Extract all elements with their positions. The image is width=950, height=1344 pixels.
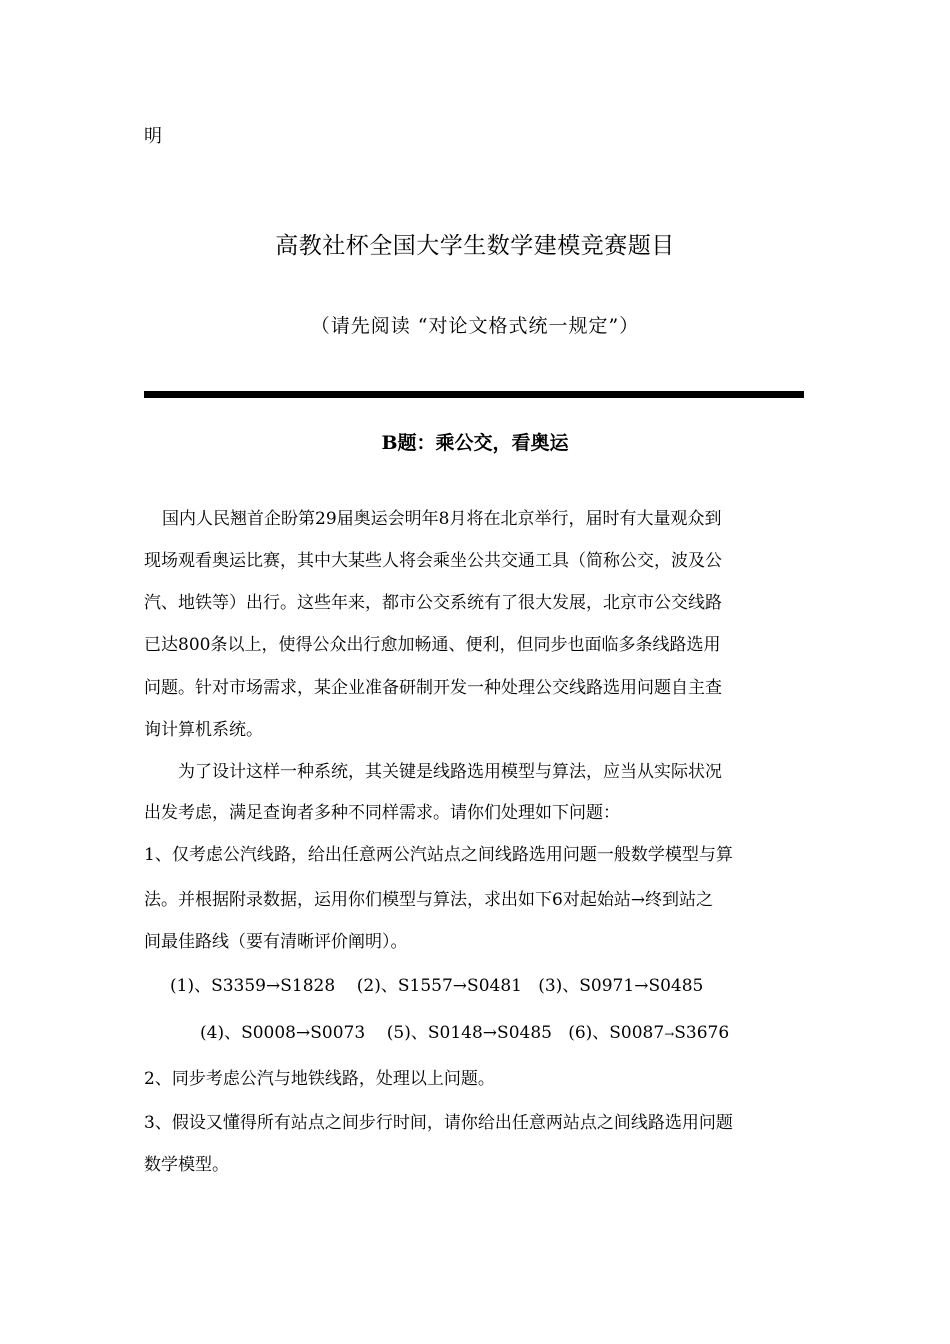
paragraph-1-line: 已达800条以上，使得公众出行愈加畅通、便利，但同步也面临多条线路选用 — [144, 635, 721, 655]
station-pair-dest: S0485 — [648, 976, 704, 996]
station-pairs-row-1 — [170, 973, 703, 999]
document-title: 高教社杯全国大学生数学建模竞赛题目 — [275, 233, 675, 259]
station-pair-dest: S0073 — [310, 1023, 366, 1043]
question-1-line: 法。并根据附录数据，运用你们模型与算法，求出如下6对起始站→终到站之 — [144, 890, 714, 910]
arrow-icon: → — [664, 1027, 675, 1041]
arrow-icon: → — [452, 976, 468, 996]
title-divider-rule — [144, 391, 804, 398]
arrow-icon: → — [634, 976, 649, 996]
station-pair-dest: S3676 — [674, 1023, 730, 1043]
station-pair-label: (1)、S3359 — [170, 976, 266, 996]
station-pair-label: (3)、S0971 — [538, 976, 635, 996]
station-pairs-row-2 — [200, 1020, 729, 1047]
station-pair-dest: S0481 — [467, 976, 522, 996]
station-pair-label: (2)、S1557 — [356, 976, 453, 996]
arrow-icon: → — [266, 976, 281, 996]
document-subtitle: （请先阅读 “对论文格式统一规定”） — [310, 315, 640, 337]
station-pair-label: (6)、S0087 — [568, 1023, 665, 1043]
question-1-line: 间最佳路线（要有清晰评价阐明）。 — [144, 932, 408, 952]
paragraph-1-line: 汽、地铁等）出行。这些年来，都市公交系统有了很大发展，北京市公交线路 — [144, 593, 722, 613]
question-2-line: 2、同步考虑公汽与地铁线路，处理以上问题。 — [144, 1069, 495, 1089]
station-pair-dest: S0485 — [497, 1023, 552, 1043]
paragraph-1-line: 国内人民翘首企盼第29届奥运会明年8月将在北京举行，届时有大量观众到 — [162, 509, 722, 529]
arrow-icon: → — [482, 1023, 498, 1043]
problem-title: B题：乘公交，看奥运 — [381, 432, 569, 454]
paragraph-2-line: 为了设计这样一种系统，其关键是线路选用模型与算法，应当从实际状况 — [178, 762, 722, 782]
station-pair-label: (4)、S0008 — [200, 1023, 296, 1043]
question-3-line: 数学模型。 — [144, 1155, 229, 1175]
top-text-fragment: 明 — [144, 126, 162, 147]
question-1-line: 1、仅考虑公汽线路，给出任意两公汽站点之间线路选用问题一般数学模型与算 — [144, 845, 733, 865]
paragraph-1-line: 问题。针对市场需求，某企业准备研制开发一种处理公交线路选用问题自主查 — [144, 678, 722, 698]
paragraph-1-line: 询计算机系统。 — [144, 720, 263, 740]
arrow-icon: → — [296, 1023, 311, 1043]
question-3-line: 3、假设又懂得所有站点之间步行时间，请你给出任意两站点之间线路选用问题 — [144, 1113, 733, 1133]
paragraph-1-line: 现场观看奥运比赛，其中大某些人将会乘坐公共交通工具（简称公交，波及公 — [144, 551, 722, 571]
station-pair-label: (5)、S0148 — [386, 1023, 483, 1043]
station-pair-dest: S1828 — [280, 976, 336, 996]
paragraph-2-line: 出发考虑，满足查询者多种不同样需求。请你们处理如下问题： — [144, 803, 620, 823]
